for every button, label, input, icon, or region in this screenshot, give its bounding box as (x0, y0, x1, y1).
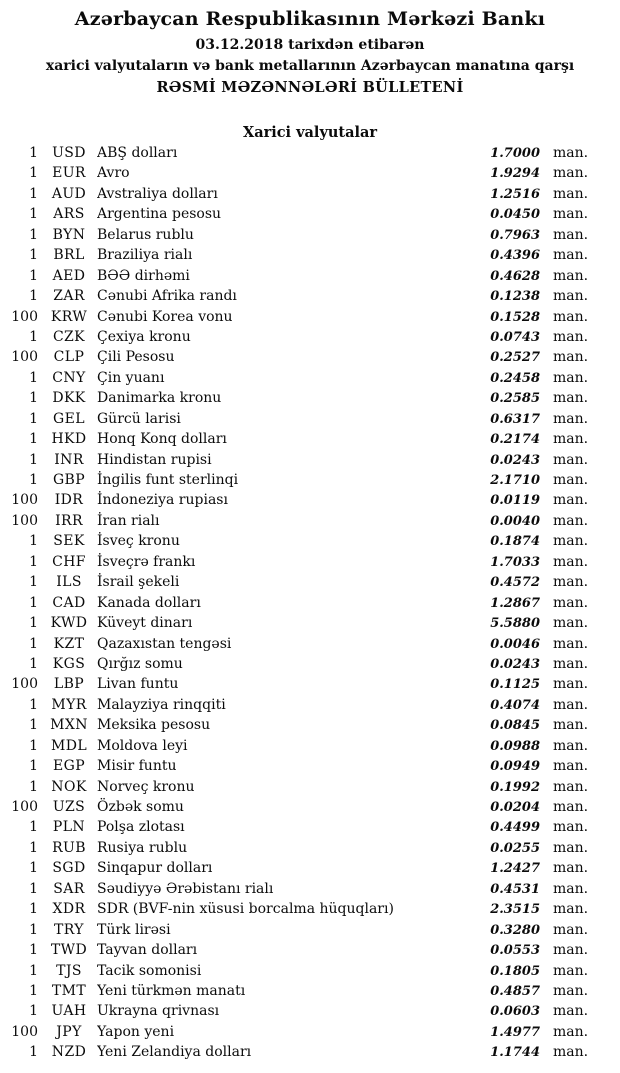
currency-code: UAH (51, 1003, 87, 1020)
currency-code: MXN (50, 717, 88, 734)
currency-quantity: 100 (11, 1023, 38, 1040)
currency-code: DKK (52, 390, 86, 407)
currency-rate: 1.2427 (490, 861, 540, 877)
currency-code: INR (54, 451, 84, 468)
currency-quantity: 1 (29, 942, 38, 959)
currency-quantity: 1 (29, 533, 38, 550)
currency-unit: man. (553, 921, 589, 938)
currency-rate-row (0, 961, 620, 981)
currency-name: Norveç kronu (97, 778, 195, 795)
currency-rate: 0.0845 (490, 718, 540, 734)
currency-code: MDL (50, 737, 88, 754)
currency-code: GEL (53, 410, 85, 427)
currency-quantity: 100 (11, 349, 38, 366)
currency-name: Belarus rublu (97, 226, 194, 243)
currency-code: KRW (50, 308, 88, 325)
currency-name: İngilis funt sterlinqi (97, 472, 239, 488)
currency-code: RUB (52, 839, 86, 856)
currency-quantity: 1 (29, 635, 38, 652)
currency-code: IDR (54, 492, 84, 509)
currency-rate-row (0, 940, 620, 960)
rates-table (0, 143, 620, 1063)
effective-date-line: 03.12.2018 tarixdən etibarən (195, 37, 425, 53)
currency-unit: man. (553, 512, 589, 529)
currency-rate-row (0, 368, 620, 388)
currency-code: BYN (52, 226, 86, 243)
currency-rate-row (0, 1001, 620, 1021)
currency-rate-row (0, 797, 620, 817)
currency-rate-row (0, 429, 620, 449)
currency-rate: 0.0119 (490, 493, 540, 509)
currency-name: Cənubi Afrika randı (97, 288, 237, 305)
currency-rate: 1.2516 (490, 186, 540, 202)
currency-code: JPY (56, 1023, 82, 1040)
currency-rate-row (0, 1022, 620, 1042)
currency-unit: man. (553, 942, 589, 959)
currency-quantity: 1 (29, 226, 38, 243)
currency-rate: 0.0243 (490, 452, 540, 468)
currency-rate: 0.4572 (490, 575, 540, 591)
currency-name: Səudiyyə Ərəbistanı rialı (97, 880, 274, 897)
currency-unit: man. (553, 308, 589, 325)
currency-code: LBP (53, 676, 85, 693)
currency-rate: 0.1125 (490, 677, 540, 693)
currency-quantity: 1 (29, 390, 38, 407)
currency-rate: 0.0603 (490, 1004, 540, 1020)
currency-quantity: 1 (29, 431, 38, 448)
currency-unit: man. (553, 533, 589, 550)
currency-rate: 0.2527 (490, 350, 540, 366)
currency-quantity: 1 (29, 615, 38, 632)
currency-code: CLP (53, 349, 85, 366)
currency-code: KWD (50, 615, 88, 632)
currency-rate-row (0, 817, 620, 837)
currency-unit: man. (553, 799, 589, 815)
currency-rate: 1.2867 (490, 595, 540, 611)
currency-unit: man. (553, 778, 589, 795)
currency-quantity: 1 (29, 472, 38, 488)
currency-code: TWD (50, 942, 88, 959)
currency-quantity: 1 (29, 1044, 38, 1061)
section-title-foreign-currencies: Xarici valyutalar (242, 124, 378, 141)
currency-code: SGD (52, 860, 86, 877)
currency-rate-row (0, 286, 620, 306)
currency-quantity: 100 (11, 799, 38, 815)
currency-name: Moldova leyi (97, 737, 188, 754)
currency-quantity: 1 (29, 410, 38, 427)
currency-code: MYR (51, 696, 87, 713)
currency-quantity: 100 (11, 308, 38, 325)
bank-title: Azərbaycan Respublikasının Mərkəzi Bankı (74, 8, 546, 30)
currency-code: EUR (52, 165, 86, 182)
currency-rate: 0.4857 (490, 983, 540, 999)
currency-rate-row (0, 858, 620, 878)
currency-rate: 0.0553 (490, 943, 540, 959)
currency-code: CNY (52, 369, 86, 386)
currency-rate: 0.0046 (490, 636, 540, 652)
currency-quantity: 100 (11, 512, 38, 529)
currency-rate: 0.1874 (490, 534, 540, 550)
currency-unit: man. (553, 880, 589, 897)
currency-rate: 1.4977 (490, 1024, 540, 1040)
currency-rate-row (0, 634, 620, 654)
currency-rate: 2.1710 (490, 473, 540, 488)
currency-rate-row (0, 511, 620, 531)
currency-unit: man. (553, 165, 589, 182)
currency-unit: man. (553, 1023, 589, 1040)
currency-rate-row (0, 879, 620, 899)
currency-name: İran rialı (97, 512, 160, 529)
currency-name: Yapon yeni (97, 1023, 175, 1040)
currency-quantity: 100 (11, 492, 38, 509)
bulletin-title: RƏSMİ MƏZƏNNƏLƏRİ BÜLLETENİ (156, 79, 464, 96)
currency-name: İsveç kronu (97, 533, 180, 550)
currency-rate-row (0, 695, 620, 715)
currency-unit: man. (553, 574, 589, 591)
currency-unit: man. (553, 267, 589, 284)
currency-rate: 0.6317 (490, 411, 540, 427)
currency-code: SEK (53, 533, 85, 550)
currency-rate-row (0, 450, 620, 470)
currency-code: TMT (51, 982, 87, 999)
currency-unit: man. (553, 206, 589, 223)
currency-quantity: 1 (29, 696, 38, 713)
currency-name: Gürcü larisi (97, 410, 181, 427)
currency-rate-row (0, 531, 620, 551)
currency-rate-row (0, 225, 620, 245)
currency-rate-row (0, 266, 620, 286)
currency-unit: man. (553, 492, 589, 509)
currency-rate: 0.2458 (490, 370, 540, 386)
currency-quantity: 1 (29, 574, 38, 591)
currency-rate-row (0, 756, 620, 776)
currency-code: GBP (52, 472, 86, 488)
currency-unit: man. (553, 145, 589, 161)
currency-unit: man. (553, 1044, 589, 1061)
currency-name: Yeni türkmən manatı (97, 982, 246, 999)
currency-unit: man. (553, 472, 589, 488)
currency-name: Çin yuanı (97, 369, 165, 386)
currency-rate-row (0, 920, 620, 940)
currency-rate-row (0, 163, 620, 183)
currency-unit: man. (553, 839, 589, 856)
currency-rate: 0.4074 (490, 697, 540, 713)
currency-rate: 0.4628 (490, 268, 540, 284)
currency-quantity: 1 (29, 982, 38, 999)
currency-name: ABŞ dolları (97, 145, 178, 161)
currency-rate-row (0, 572, 620, 592)
currency-rate: 2.3515 (490, 902, 540, 918)
currency-name: Tacik somonisi (97, 962, 202, 979)
currency-unit: man. (553, 860, 589, 877)
currency-unit: man. (553, 369, 589, 386)
currency-code: UZS (52, 799, 86, 815)
currency-rate: 0.1805 (490, 963, 540, 979)
currency-unit: man. (553, 226, 589, 243)
currency-quantity: 1 (29, 594, 38, 611)
currency-unit: man. (553, 635, 589, 652)
currency-name: Livan funtu (97, 676, 179, 693)
currency-quantity: 1 (29, 758, 38, 775)
currency-unit: man. (553, 655, 589, 672)
currency-unit: man. (553, 1003, 589, 1020)
currency-quantity: 1 (29, 247, 38, 264)
currency-code: AED (52, 267, 86, 284)
currency-code: XDR (52, 901, 86, 918)
currency-rate: 0.0949 (490, 759, 540, 775)
currency-name: Çexiya kronu (97, 328, 191, 345)
currency-name: Misir funtu (97, 758, 177, 775)
currency-rate: 0.3280 (490, 922, 540, 938)
currency-rate: 0.4499 (490, 820, 540, 836)
currency-unit: man. (553, 758, 589, 775)
currency-code: ILS (56, 574, 82, 591)
currency-code: TJS (56, 962, 82, 979)
currency-name: Malayziya rinqqiti (97, 696, 226, 713)
currency-rate: 0.7963 (490, 227, 540, 243)
currency-name: Kanada dolları (97, 594, 201, 611)
currency-rate: 1.9294 (490, 166, 540, 182)
currency-quantity: 1 (29, 655, 38, 672)
currency-rate-row (0, 838, 620, 858)
currency-quantity: 1 (29, 369, 38, 386)
currency-rate: 1.1744 (490, 1045, 540, 1061)
currency-rate: 0.1238 (490, 289, 540, 305)
currency-name: Qazaxıstan tengəsi (97, 635, 232, 652)
currency-quantity: 1 (29, 717, 38, 734)
currency-name: İsrail şekeli (97, 574, 180, 591)
currency-rate-row (0, 307, 620, 327)
currency-code: ZAR (53, 288, 85, 305)
currency-name: Braziliya rialı (97, 247, 193, 264)
currency-quantity: 1 (29, 206, 38, 223)
currency-rate-row (0, 490, 620, 510)
currency-code: IRR (55, 512, 83, 529)
currency-rate-row (0, 347, 620, 367)
currency-rate: 0.4396 (490, 248, 540, 264)
currency-name: Ukrayna qrivnası (97, 1003, 220, 1020)
currency-rate-row (0, 143, 620, 163)
currency-name: Qırğız somu (97, 655, 183, 672)
currency-quantity: 1 (29, 901, 38, 918)
currency-rate: 0.1528 (490, 309, 540, 325)
currency-name: Honq Konq dolları (97, 431, 227, 448)
currency-name: Hindistan rupisi (97, 451, 212, 468)
currency-code: CZK (52, 328, 86, 345)
currency-rate-row (0, 327, 620, 347)
currency-quantity: 1 (29, 778, 38, 795)
currency-name: Argentina pesosu (97, 206, 222, 223)
currency-name: Rusiya rublu (97, 839, 188, 856)
currency-rate: 5.5880 (490, 616, 540, 632)
currency-rate-row (0, 593, 620, 613)
currency-rate-row (0, 245, 620, 265)
currency-name: Sinqapur dolları (97, 860, 213, 877)
currency-code: KZT (53, 635, 85, 652)
currency-name: SDR (BVF-nin xüsusi borcalma hüquqları) (97, 901, 394, 918)
currency-unit: man. (553, 962, 589, 979)
currency-code: USD (52, 145, 86, 161)
currency-name: Türk lirəsi (97, 921, 171, 938)
currency-name: Danimarka kronu (97, 390, 222, 407)
currency-rate-row (0, 674, 620, 694)
currency-rate: 0.0243 (490, 656, 540, 672)
currency-rate: 0.1992 (490, 779, 540, 795)
currency-rate-row (0, 613, 620, 633)
currency-unit: man. (553, 390, 589, 407)
currency-unit: man. (553, 553, 589, 570)
document-header (0, 0, 620, 96)
currency-rate: 0.0040 (490, 513, 540, 529)
currency-quantity: 1 (29, 165, 38, 182)
currency-name: BƏƏ dirhəmi (97, 267, 190, 284)
currency-code: SAR (53, 880, 85, 897)
currency-rate-row (0, 1042, 620, 1062)
currency-rate-row (0, 777, 620, 797)
currency-unit: man. (553, 737, 589, 754)
currency-rate: 0.0204 (490, 800, 540, 815)
currency-unit: man. (553, 247, 589, 264)
currency-name: Tayvan dolları (97, 942, 198, 959)
currency-quantity: 1 (29, 921, 38, 938)
currency-rate: 1.7000 (490, 146, 540, 161)
currency-code: CHF (52, 553, 86, 570)
currency-name: Yeni Zelandiya dolları (97, 1044, 252, 1061)
currency-quantity: 1 (29, 553, 38, 570)
currency-quantity: 100 (11, 676, 38, 693)
currency-unit: man. (553, 717, 589, 734)
currency-code: EGP (52, 758, 86, 775)
currency-unit: man. (553, 431, 589, 448)
currency-name: Çili Pesosu (97, 349, 175, 366)
currency-code: AUD (51, 185, 87, 202)
currency-quantity: 1 (29, 839, 38, 856)
currency-name: Avro (97, 165, 130, 182)
currency-name: Polşa zlotası (97, 819, 185, 836)
currency-name: Özbək somu (97, 799, 184, 815)
currency-rate-row (0, 654, 620, 674)
currency-unit: man. (553, 328, 589, 345)
currency-rate-row (0, 715, 620, 735)
currency-quantity: 1 (29, 819, 38, 836)
currency-code: ARS (53, 206, 85, 223)
currency-quantity: 1 (29, 451, 38, 468)
currency-rate-row (0, 409, 620, 429)
currency-rate: 0.4531 (490, 881, 540, 897)
currency-unit: man. (553, 349, 589, 366)
currency-quantity: 1 (29, 185, 38, 202)
currency-rate: 0.0988 (490, 738, 540, 754)
currency-rate-row (0, 552, 620, 572)
currency-unit: man. (553, 451, 589, 468)
currency-name: Küveyt dinarı (97, 615, 193, 632)
currency-code: NOK (51, 778, 87, 795)
currency-rate-row (0, 899, 620, 919)
currency-quantity: 1 (29, 1003, 38, 1020)
currency-rate-row (0, 470, 620, 490)
currency-quantity: 1 (29, 880, 38, 897)
currency-unit: man. (553, 615, 589, 632)
currency-rate-row (0, 981, 620, 1001)
currency-rate: 0.0255 (490, 840, 540, 856)
currency-rate: 0.2585 (490, 391, 540, 407)
currency-unit: man. (553, 982, 589, 999)
currency-quantity: 1 (29, 962, 38, 979)
currency-rate: 0.0450 (490, 207, 540, 223)
currency-quantity: 1 (29, 328, 38, 345)
currency-quantity: 1 (29, 737, 38, 754)
currency-code: BRL (53, 247, 85, 264)
currency-unit: man. (553, 819, 589, 836)
currency-unit: man. (553, 594, 589, 611)
currency-rate-row (0, 388, 620, 408)
currency-unit: man. (553, 410, 589, 427)
currency-quantity: 1 (29, 267, 38, 284)
currency-code: NZD (51, 1044, 87, 1061)
currency-unit: man. (553, 185, 589, 202)
currency-name: Avstraliya dolları (97, 185, 218, 202)
currency-unit: man. (553, 288, 589, 305)
currency-unit: man. (553, 696, 589, 713)
currency-rate-row (0, 204, 620, 224)
currency-rate: 0.2174 (490, 432, 540, 448)
currency-rate: 0.0743 (490, 329, 540, 345)
subtitle-line: xarici valyutaların və bank metallarının Azərbaycan manatına qarşı (45, 58, 575, 74)
currency-name: İsveçrə frankı (97, 553, 196, 570)
currency-name: İndoneziya rupiası (97, 492, 228, 509)
currency-quantity: 1 (29, 288, 38, 305)
currency-quantity: 1 (29, 860, 38, 877)
currency-unit: man. (553, 901, 589, 918)
currency-code: TRY (54, 921, 84, 938)
currency-name: Cənubi Korea vonu (97, 308, 233, 325)
currency-name: Meksika pesosu (97, 717, 211, 734)
currency-code: KGS (52, 655, 86, 672)
currency-quantity: 1 (29, 145, 38, 161)
currency-rate-row (0, 184, 620, 204)
currency-rate-row (0, 736, 620, 756)
currency-unit: man. (553, 676, 589, 693)
currency-code: CAD (52, 594, 86, 611)
currency-code: PLN (52, 819, 86, 836)
currency-code: HKD (51, 431, 87, 448)
currency-rate: 1.7033 (490, 554, 540, 570)
